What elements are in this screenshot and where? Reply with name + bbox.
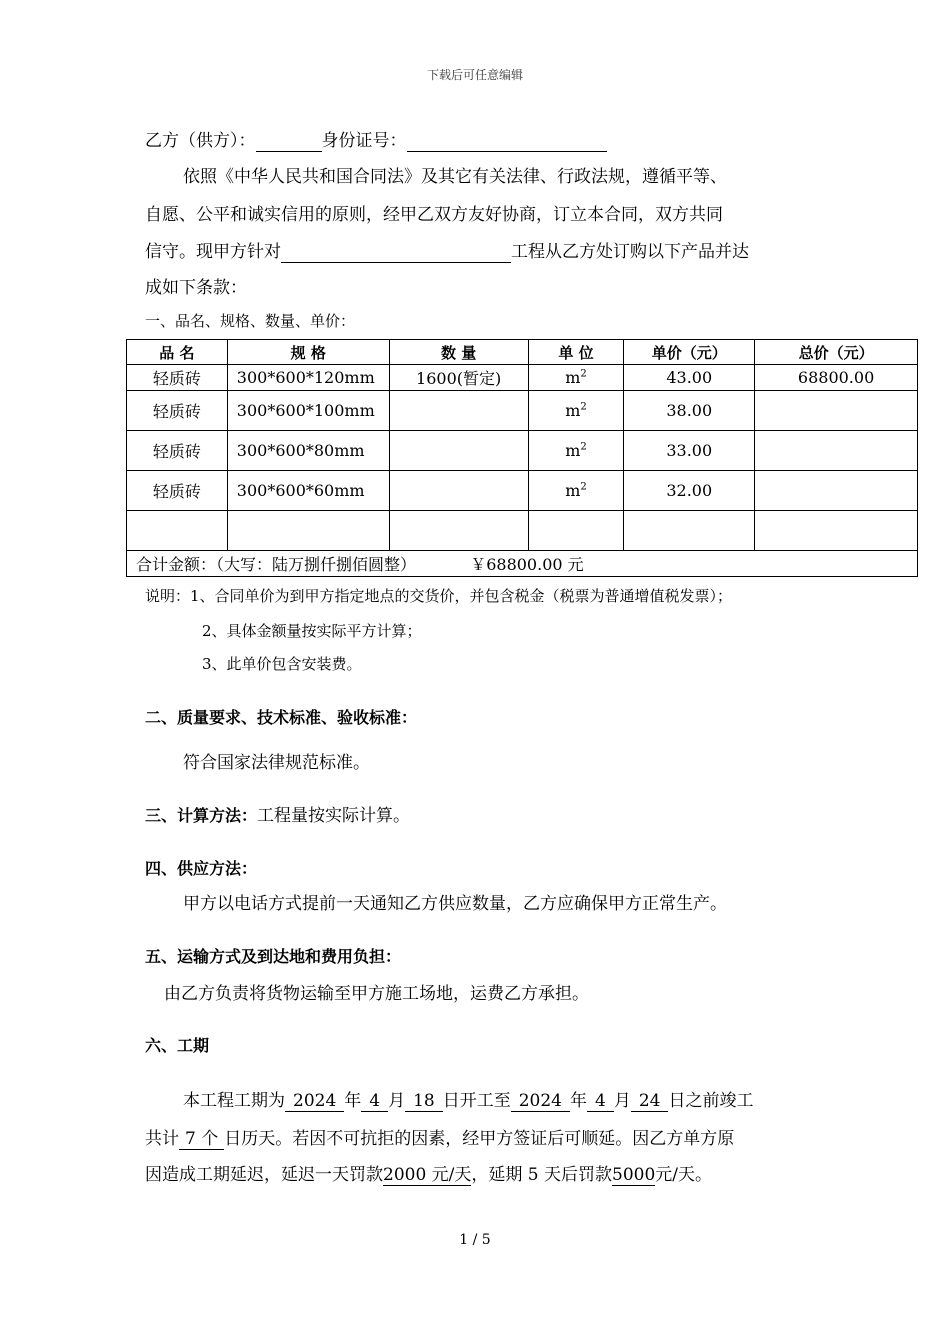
end-month: 4 [587,1091,614,1112]
cell-total [755,471,918,511]
cell-qty [389,431,528,471]
cell-spec: 300*600*100mm [227,391,389,431]
cell-price: 33.00 [624,431,755,471]
cell-price: 43.00 [624,365,755,391]
col-qty-header: 数 量 [389,340,528,365]
cell-empty [389,511,528,551]
cell-qty [389,471,528,511]
unit-text: m [565,368,581,387]
section-5-body: 由乙方负责将货物运输至甲方施工场地，运费乙方承担。 [164,984,589,1004]
schedule-text: 共计 [145,1129,179,1149]
table-sum-row [127,551,918,577]
cell-price: 38.00 [624,391,755,431]
section-3-body: 工程量按实际计算。 [257,806,411,826]
section-3-title: 三、计算方法： [145,806,258,825]
id-number-blank[interactable] [407,131,607,152]
unit-sup: 2 [580,441,587,453]
intro-line-3a: 信守。现甲方针对 [145,242,281,262]
note-3: 3、此单价包含安装费。 [202,655,362,673]
section-5-title: 五、运输方式及到达地和费用负担： [145,947,402,966]
col-name-header: 品 名 [127,340,228,365]
cell-spec: 300*600*60mm [227,471,389,511]
sum-cell [127,551,918,577]
cell-unit [528,471,624,511]
table-header-row [127,340,918,365]
party-b-name-blank[interactable] [256,131,322,152]
intro-line-2: 自愿、公平和诚实信用的原则，经甲乙双方友好协商，订立本合同，双方共同 [145,205,723,225]
section-2-body: 符合国家法律规范标准。 [183,753,370,773]
unit-text: m [565,481,581,500]
schedule-text: 元/天。 [655,1165,713,1185]
section-6-title: 六、工期 [145,1036,210,1055]
party-b-label: 乙方（供方）： [145,131,256,151]
page-header: 下载后可任意编辑 [426,68,523,82]
note-2: 2、具体金额量按实际平方计算； [202,622,422,640]
section-4-body: 甲方以电话方式提前一天通知乙方供应数量，乙方应确保甲方正常生产。 [183,894,727,914]
cell-name: 轻质砖 [127,471,228,511]
schedule-line-3 [145,1160,712,1186]
section-3 [145,801,410,826]
unit-text: m [565,401,581,420]
schedule-line-2 [145,1124,734,1150]
schedule-text: 日开工至 [442,1091,511,1111]
section-1-title: 一、品名、规格、数量、单价： [145,312,356,330]
cell-name: 轻质砖 [127,365,228,391]
sum-value: ￥68800.00 元 [470,555,584,574]
section-4-title: 四、供应方法： [145,859,258,878]
intro-line-3b: 工程从乙方处订购以下产品并达 [511,242,749,262]
cell-total: 68800.00 [755,365,918,391]
id-label: 身份证号： [321,131,407,151]
sum-label: 合计金额：（大写：陆万捌仟捌佰圆整） [136,555,417,574]
col-total-header: 总价（元） [755,340,918,365]
schedule-line-1 [183,1086,753,1112]
table-row [127,431,918,471]
note-1: 说明：1、合同单价为到甲方指定地点的交货价，并包含税金（税票为普通增值税发票）； [145,587,733,605]
start-year: 2024 [285,1091,344,1112]
fine-per-day: 2000 元/天 [383,1160,471,1186]
cell-qty [389,391,528,431]
schedule-text: 年 [344,1091,362,1111]
start-month: 4 [361,1091,388,1112]
unit-sup: 2 [580,401,587,413]
cell-empty [624,511,755,551]
fine-after-5-days: 5000 [612,1165,656,1185]
schedule-text: 日之前竣工 [668,1091,754,1111]
schedule-text: 本工程工期为 [183,1091,285,1111]
intro-line-4: 成如下条款： [145,278,247,298]
cell-empty [127,511,228,551]
unit-sup: 2 [580,368,587,380]
cell-empty [755,511,918,551]
unit-text: m [565,441,581,460]
schedule-text: 日历天。若因不可抗拒的因素，经甲方签证后可顺延。因乙方单方原 [224,1129,735,1149]
cell-name: 轻质砖 [127,431,228,471]
unit-sup: 2 [580,481,587,493]
cell-unit [528,365,624,391]
intro-line-3 [145,237,749,263]
product-table [126,339,918,577]
page-number: 1 / 5 [459,1232,491,1248]
cell-spec: 300*600*120mm [227,365,389,391]
schedule-text: 因造成工期延迟，延迟一天罚款 [145,1165,383,1185]
col-spec-header: 规 格 [227,340,389,365]
cell-spec: 300*600*80mm [227,431,389,471]
cell-empty [227,511,389,551]
end-year: 2024 [511,1091,570,1112]
schedule-text: 年 [570,1091,587,1111]
section-2-title: 二、质量要求、技术标准、验收标准： [145,708,418,727]
intro-line-1: 依照《中华人民共和国合同法》及其它有关法律、行政法规，遵循平等、 [183,167,727,187]
start-day: 18 [405,1091,443,1112]
cell-unit [528,431,624,471]
schedule-text: 月 [613,1091,631,1111]
cell-name: 轻质砖 [127,391,228,431]
schedule-text: 月 [388,1091,406,1111]
table-row [127,365,918,391]
table-row-empty [127,511,918,551]
end-day: 24 [631,1091,669,1112]
table-row [127,391,918,431]
cell-total [755,391,918,431]
cell-qty: 1600(暂定) [389,365,528,391]
schedule-text: ，延期 5 天后罚款 [471,1165,613,1185]
cell-unit [528,391,624,431]
cell-empty [528,511,624,551]
total-days: 7 个 [179,1124,224,1150]
party-b-line [145,126,607,152]
col-unit-header: 单 位 [528,340,624,365]
cell-price: 32.00 [624,471,755,511]
col-price-header: 单价（元） [624,340,755,365]
cell-total [755,431,918,471]
project-name-blank[interactable] [281,242,511,263]
table-row [127,471,918,511]
